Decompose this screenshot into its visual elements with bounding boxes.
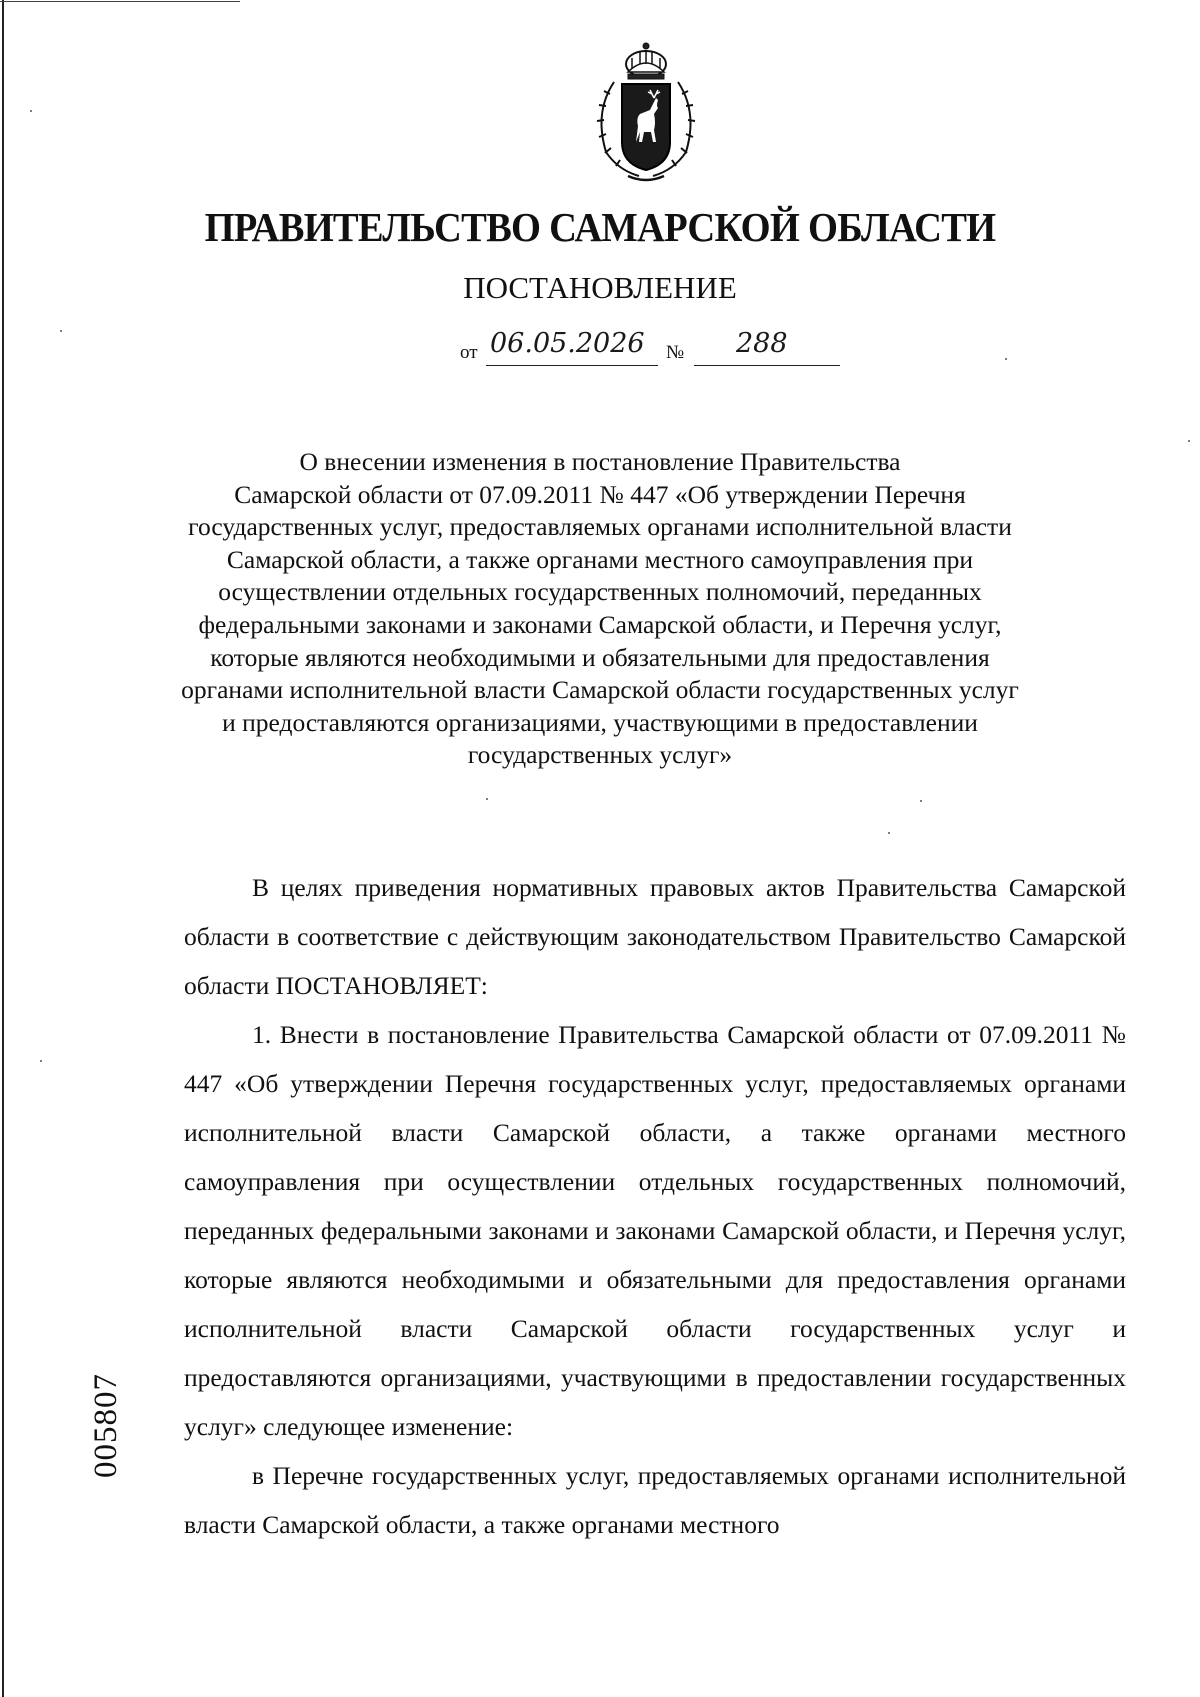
date-underline	[486, 365, 658, 366]
document-body	[184, 863, 1126, 1549]
body-paragraph: в Перечне государственных услуг, предоставляемых органами исполнительной власти Самарской области, а также органами местного	[184, 1461, 1126, 1539]
crown-icon	[626, 43, 666, 79]
document-type: ПОСТАНОВЛЕНИЕ	[463, 270, 737, 305]
scan-speck	[486, 798, 488, 800]
subject-line: О внесении изменения в постановление Правительства	[299, 447, 901, 476]
subject-line: Самарской области от 07.09.2011 № 447 «Об утверждении Перечня	[234, 479, 966, 509]
scan-speck	[1188, 440, 1190, 442]
document-subject	[150, 446, 1050, 772]
subject-line: федеральными законами и законами Самарской области, и Перечня услуг,	[198, 609, 1002, 639]
subject-line: государственных услуг»	[467, 740, 733, 770]
number-value: 288	[736, 328, 788, 359]
scan-speck	[888, 832, 890, 834]
document-date-number	[460, 330, 860, 370]
body-paragraph: В целях приведения нормативных правовых актов Правительства Самарской области в соответствие с действующим законодательством Правительство Самарской области ПОСТАНОВЛЯЕТ:	[184, 873, 1126, 1000]
number-underline	[694, 365, 840, 366]
number-prefix: №	[666, 342, 685, 363]
scan-speck	[920, 800, 922, 802]
subject-line: которые являются необходимыми и обязательными для предоставления	[210, 642, 990, 672]
date-value: 06.05.2026	[490, 328, 645, 359]
organization-title: ПРАВИТЕЛЬСТВО САМАРСКОЙ ОБЛАСТИ	[204, 204, 996, 250]
scan-edge-left	[2, 0, 4, 1697]
scan-speck	[30, 110, 32, 112]
body-paragraph: 1. Внести в постановление Правительства Самарской области от 07.09.2011 № 447 «Об утверждении Перечня государственных услуг, предоставляемых органами исполнительной власти Самарской области, а также органами местного самоуправления при осуществлении отдельных государственных полномочий, переданных федеральными законами и законами Самарской области, и Перечня услуг, которые являются необходимыми и обязательными для предоставления органами исполнительной власти Самарской области государственных услуг и предоставляются организациями, участвующими в предоставлении государственных услуг» следующее изменение:	[184, 1020, 1126, 1441]
scan-speck	[60, 330, 62, 332]
subject-line: осуществлении отдельных государственных полномочий, переданных	[218, 577, 982, 607]
date-prefix: от	[460, 342, 478, 363]
coat-of-arms-icon	[584, 42, 708, 182]
subject-line: органами исполнительной власти Самарской области государственных услуг	[181, 675, 1019, 705]
subject-line: государственных услуг, предоставляемых органами исполнительной власти	[188, 512, 1012, 542]
margin-serial-number: 005807	[88, 1373, 124, 1478]
scan-speck	[40, 1060, 42, 1062]
subject-line: Самарской области, а также органами местного самоуправления при	[226, 544, 974, 574]
scan-speck	[1005, 358, 1007, 360]
scan-edge-top	[0, 1, 240, 2]
subject-line: и предоставляются организациями, участвующими в предоставлении	[222, 707, 978, 737]
